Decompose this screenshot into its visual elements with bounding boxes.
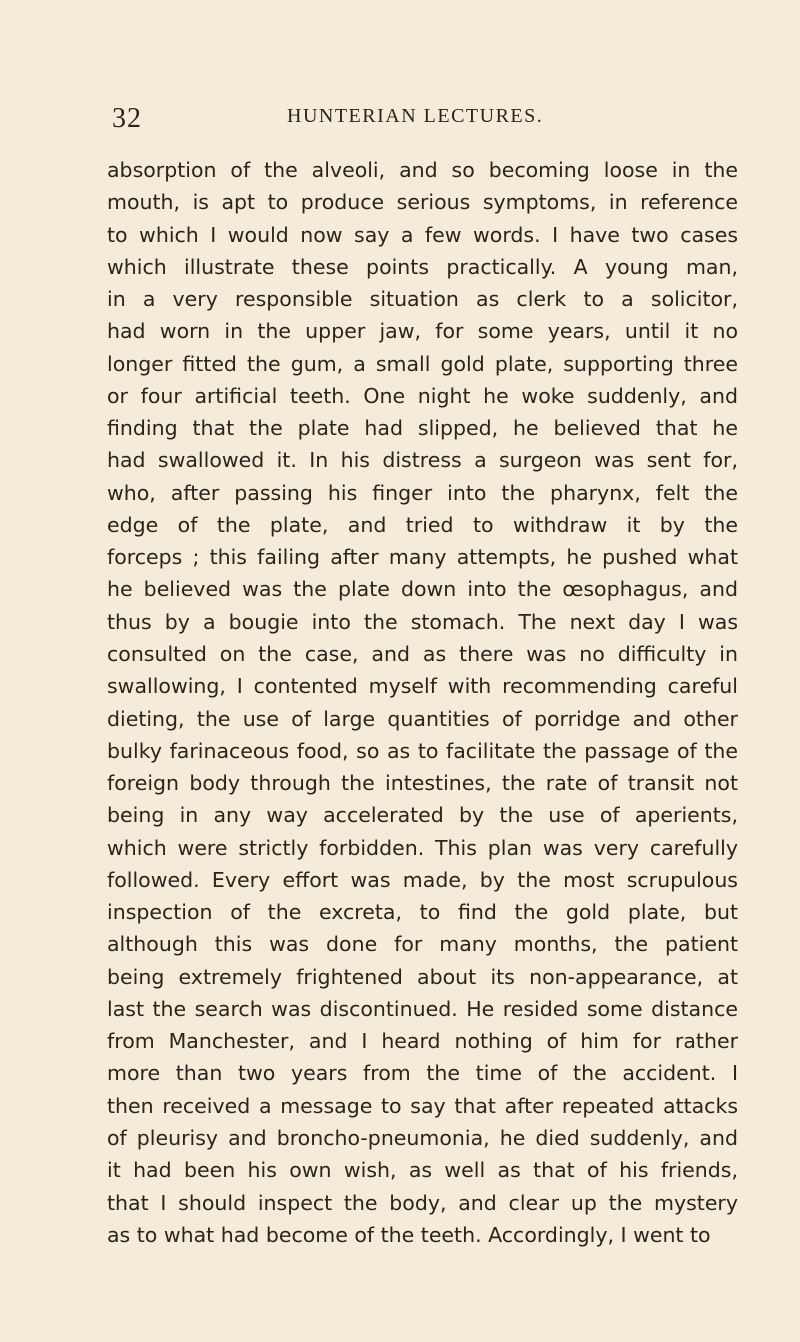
text-line: more than two years from the time of the accident. I xyxy=(107,1061,738,1086)
text-line: in a very responsible situation as clerk to a solicitor, xyxy=(107,287,738,312)
running-title: HUNTERIAN LECTURES. xyxy=(287,105,544,127)
text-line: consulted on the case, and as there was no difficulty in xyxy=(107,641,738,666)
text-line: then received a message to say that after repeated attacks xyxy=(107,1093,738,1118)
text-line: as to what had become of the teeth. Accordingly, I went to xyxy=(107,1222,711,1247)
text-line: dieting, the use of large quantities of porridge and other xyxy=(107,706,738,731)
text-line: edge of the plate, and tried to withdraw it by the xyxy=(107,512,738,537)
text-line: that I should inspect the body, and clear up the mystery xyxy=(107,1190,738,1215)
text-line: being extremely frightened about its non-appearance, at xyxy=(107,964,738,989)
page-number: 32 xyxy=(112,103,142,134)
text-line: mouth, is apt to produce serious symptoms, in reference xyxy=(107,190,738,215)
text-line: had swallowed it. In his distress a surgeon was sent for, xyxy=(107,448,738,473)
text-line: bulky farinaceous food, so as to facilitate the passage of the xyxy=(107,738,738,763)
text-line: which illustrate these points practically. A young man, xyxy=(107,254,738,279)
text-line: inspection of the excreta, to find the gold plate, but xyxy=(107,900,738,925)
text-line: being in any way accelerated by the use of aperients, xyxy=(107,803,738,828)
text-line: thus by a bougie into the stomach. The next day I was xyxy=(107,609,738,634)
page-header xyxy=(0,103,800,139)
text-line: last the search was discontinued. He resided some distance xyxy=(107,996,738,1021)
text-line: absorption of the alveoli, and so becoming loose in the xyxy=(107,158,738,182)
text-line: finding that the plate had slipped, he believed that he xyxy=(107,416,738,441)
text-line: swallowing, I contented myself with recommending careful xyxy=(107,674,738,699)
text-line: followed. Every effort was made, by the most scrupulous xyxy=(107,867,738,892)
text-line: from Manchester, and I heard nothing of him for rather xyxy=(107,1029,738,1054)
text-line: who, after passing his finger into the pharynx, felt the xyxy=(107,480,738,505)
text-line: which were strictly forbidden. This plan was very carefully xyxy=(107,835,738,860)
text-line: he believed was the plate down into the œsophagus, and xyxy=(107,577,738,602)
text-line: of pleurisy and broncho-pneumonia, he died suddenly, and xyxy=(107,1125,738,1150)
text-line: or four artificial teeth. One night he woke suddenly, and xyxy=(107,383,738,408)
text-line: although this was done for many months, the patient xyxy=(107,932,738,957)
text-line: forceps ; this failing after many attempts, he pushed what xyxy=(107,545,738,570)
text-line: longer fitted the gum, a small gold plate, supporting three xyxy=(107,351,738,376)
text-line: foreign body through the intestines, the rate of transit not xyxy=(107,771,738,796)
text-line: had worn in the upper jaw, for some years, until it no xyxy=(107,319,738,344)
body-text xyxy=(107,154,738,1251)
text-line: to which I would now say a few words. I have two cases xyxy=(107,222,738,247)
text-line: it had been his own wish, as well as that of his friends, xyxy=(107,1158,738,1183)
